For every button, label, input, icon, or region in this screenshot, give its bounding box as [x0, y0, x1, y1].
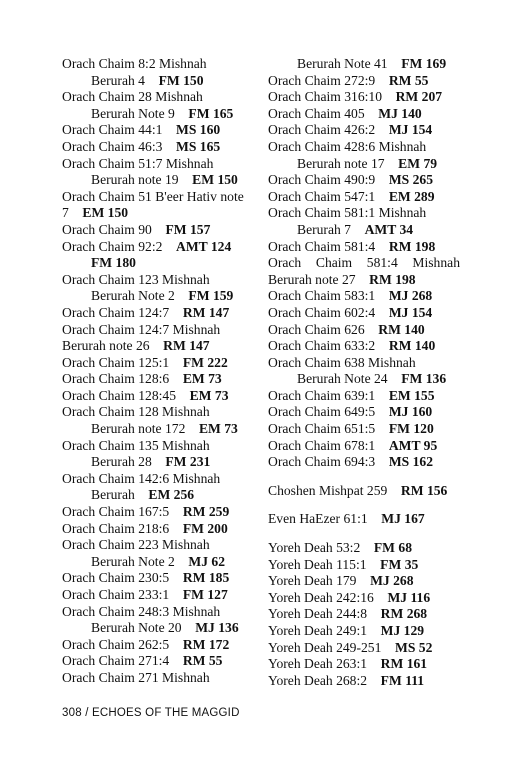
index-entry-line: [62, 471, 260, 488]
index-entry: [62, 570, 260, 587]
index-entry-reference: FM 68: [373, 540, 412, 556]
index-entry-line: [62, 487, 260, 504]
index-entry-line: [62, 288, 260, 305]
index-entry-line: [62, 637, 260, 654]
index-entry: [62, 471, 260, 504]
index-entry-citation: Orach Chaim 651:5: [268, 421, 376, 437]
index-entry-citation: Orach Chaim 223 Mishnah: [62, 537, 210, 553]
index-entry-reference: RM 55: [388, 72, 429, 88]
index-entry-reference: EM 73: [182, 371, 222, 387]
index-entry-line: [62, 504, 260, 521]
index-entry-reference: AMT 95: [388, 437, 438, 453]
index-entry-line: [62, 73, 260, 90]
index-entry-reference: FM 157: [165, 221, 211, 237]
index-entry-line: [62, 338, 260, 355]
index-entry-citation: Berurah note 26: [62, 338, 150, 354]
index-entry-citation: Berurah Note 24: [297, 371, 388, 387]
index-entry-citation: Orach Chaim 633:2: [268, 338, 376, 354]
index-entry-line: [62, 537, 260, 554]
index-entry-line: [268, 388, 460, 405]
index-entry-citation: Berurah 28: [91, 454, 152, 470]
index-entry-reference: MS 162: [388, 454, 433, 470]
index-entry-reference: EM 256: [148, 487, 195, 503]
index-entry-citation: Berurah Note 41: [297, 56, 388, 71]
index-entry-reference: EM 150: [192, 172, 238, 188]
index-entry-line: [62, 139, 260, 156]
index-entry-citation: Orach Chaim 90: [62, 221, 152, 237]
index-entry-reference: RM 140: [378, 321, 425, 337]
index-entry-reference: MJ 160: [388, 404, 433, 420]
index-entry-reference: MJ 129: [380, 623, 425, 638]
running-title: ECHOES OF THE MAGGID: [92, 707, 240, 719]
index-entry: [62, 404, 260, 437]
index-entry-reference: MJ 62: [188, 553, 226, 569]
index-entry: [62, 156, 260, 189]
index-entry-reference: RM 140: [388, 338, 436, 354]
index-entry-citation: Orach Chaim 581:1 Mishnah: [268, 205, 427, 221]
index-entry-citation: Yoreh Deah 179: [268, 573, 357, 589]
index-entry-reference: MJ 268: [388, 288, 433, 304]
index-entry: [268, 573, 460, 590]
index-entry-citation: Yoreh Deah 53:2: [268, 540, 361, 556]
index-entry: [268, 421, 460, 438]
index-entry-line: [268, 222, 460, 239]
footer-separator: /: [85, 707, 89, 719]
index-entry: [268, 239, 460, 256]
index-entry-citation: Orach Chaim 218:6: [62, 520, 170, 536]
index-entry: [268, 172, 460, 189]
index-entry-word: Mishnah: [412, 255, 460, 271]
index-entry-line: [62, 670, 260, 687]
index-entry: [268, 673, 460, 690]
index-entry: [62, 371, 260, 388]
index-entry-reference: MS 52: [395, 639, 433, 655]
index-entry-line: [268, 89, 460, 106]
index-entry-reference: EM 289: [388, 188, 435, 204]
index-entry-citation: Orach Chaim 51 B'eer Hativ note: [62, 188, 244, 204]
index-entry-reference: MJ 268: [370, 573, 414, 589]
index-entry-citation: Orach Chaim 271:4: [62, 653, 170, 669]
index-entry-line: [268, 288, 460, 305]
index-entry: [268, 338, 460, 355]
index-entry-reference: FM 35: [380, 556, 419, 572]
index-entry-citation: Berurah Note 9: [91, 105, 175, 121]
index-entry-reference: FM 222: [182, 354, 228, 370]
index-entry-reference: EM 150: [82, 205, 129, 221]
page-number: 308: [62, 707, 82, 719]
index-entry-reference: EM 73: [189, 387, 229, 403]
index-entry: [268, 454, 460, 471]
index-entry-reference: MS 165: [176, 138, 221, 154]
index-entry-word: Chaim: [315, 255, 353, 271]
index-entry-line: [62, 222, 260, 239]
index-entry-citation: Yoreh Deah 249:1: [268, 623, 368, 638]
index-entry-line: [62, 189, 260, 206]
index-entry-citation: Berurah 7: [297, 221, 351, 237]
index-entry-citation: Yoreh Deah 115:1: [268, 556, 367, 572]
index-entry-citation: Orach Chaim 125:1: [62, 354, 170, 370]
index-entry-citation: Berurah Note 20: [91, 620, 182, 636]
index-entry-line: [62, 388, 260, 405]
index-entry-line: [62, 521, 260, 538]
index-entry-citation: Orach Chaim 92:2: [62, 238, 163, 254]
index-entry: [268, 106, 460, 123]
index-entry-citation: Orach Chaim 583:1: [268, 288, 376, 304]
index-entry-line: [268, 640, 460, 657]
index-entry-reference: FM 127: [182, 587, 228, 602]
index-entry-reference: MJ 140: [378, 105, 422, 121]
index-entry-citation: Orach Chaim 649:5: [268, 404, 376, 420]
index-entry-citation: Orach Chaim 8:2 Mishnah: [62, 56, 207, 71]
index-entry-citation: Orach Chaim 142:6 Mishnah: [62, 470, 221, 486]
index-entry-line: [268, 606, 460, 623]
index-entry-line: [268, 305, 460, 322]
index-entry: [268, 623, 460, 640]
index-entry: [268, 322, 460, 339]
index-entry-citation: Orach Chaim 428:6 Mishnah: [268, 138, 427, 154]
index-entry-line: [268, 483, 460, 500]
index-entry-line: [268, 122, 460, 139]
index-entry: [268, 557, 460, 574]
index-entry-citation: Orach Chaim 44:1: [62, 122, 163, 138]
index-entry-reference: AMT 124: [176, 238, 232, 254]
index-entry-line: [62, 604, 260, 621]
index-entry: [62, 222, 260, 239]
index-entry: [62, 322, 260, 355]
index-entry: [62, 438, 260, 471]
index-entry-line: [268, 511, 460, 528]
index-entry: [268, 511, 460, 528]
index-entry-line: [268, 540, 460, 557]
index-entry-reference: FM 159: [188, 288, 234, 304]
index-entry: [268, 404, 460, 421]
index-entry: [268, 122, 460, 139]
index-entry-citation: Orach Chaim 694:3: [268, 454, 376, 470]
index-entry: [62, 89, 260, 122]
index-entry-reference: RM 259: [182, 504, 230, 520]
index-entry-citation: Orach Chaim 233:1: [62, 587, 170, 602]
index-entry-line: [62, 355, 260, 372]
index-entry-line: [268, 156, 460, 173]
index-entry-citation: Berurah 4: [91, 72, 145, 88]
index-left-column: [62, 56, 260, 687]
index-entry-reference: FM 150: [158, 72, 204, 88]
index-entry-citation: Berurah note 27: [268, 271, 356, 287]
index-entry-line: [62, 371, 260, 388]
index-entry-reference: FM 169: [401, 56, 447, 71]
index-entry-line: [268, 73, 460, 90]
index-entry-citation: Orach Chaim 271 Mishnah: [62, 669, 210, 685]
index-entry-reference: MJ 136: [195, 620, 239, 636]
index-entry-line: [268, 421, 460, 438]
index-entry-reference: FM 136: [401, 371, 447, 387]
index-entry-citation: Orach Chaim 405: [268, 105, 365, 121]
index-entry-citation: Orach Chaim 602:4: [268, 304, 376, 320]
index-entry-reference: FM 180: [91, 255, 136, 271]
index-entry-citation: Berurah note 19: [91, 172, 179, 188]
index-entry-citation: Orach Chaim 128 Mishnah: [62, 404, 210, 420]
index-entry: [268, 590, 460, 607]
index-entry-citation: Orach Chaim 426:2: [268, 122, 376, 138]
index-entry-citation: Yoreh Deah 249-251: [268, 639, 382, 655]
index-entry-citation: Yoreh Deah 263:1: [268, 656, 368, 672]
index-entry-reference: FM 200: [182, 520, 228, 536]
index-entry: [268, 288, 460, 305]
index-entry-line: [268, 255, 460, 272]
index-entry-citation: Orach Chaim 316:10: [268, 89, 383, 105]
index-entry-reference: RM 268: [380, 606, 428, 622]
index-entry-reference: RM 147: [182, 304, 230, 320]
index-entry-reference: MJ 154: [388, 304, 433, 320]
index-entry-reference: RM 147: [163, 338, 210, 354]
index-entry-line: [268, 106, 460, 123]
index-entry-line: [62, 56, 260, 73]
index-entry: [62, 537, 260, 570]
index-entry-citation: Yoreh Deah 268:2: [268, 672, 368, 688]
index-entry-citation: Orach Chaim 28 Mishnah: [62, 89, 203, 105]
index-entry: [268, 89, 460, 106]
index-entry-reference: AMT 34: [364, 221, 414, 237]
index-entry-reference: MS 265: [388, 172, 433, 188]
index-entry: [268, 606, 460, 623]
index-entry-reference: MS 160: [176, 122, 221, 138]
index-entry-line: [268, 371, 460, 388]
index-entry-line: [62, 404, 260, 421]
index-entry-line: [62, 272, 260, 289]
index-entry-citation: Berurah note 172: [91, 421, 186, 437]
index-entry-citation: Choshen Mishpat 259: [268, 482, 388, 498]
index-entry-line: [62, 421, 260, 438]
index-entry: [268, 355, 460, 388]
index-entry-line: [62, 122, 260, 139]
index-entry-line: [268, 272, 460, 289]
index-entry-line: [62, 554, 260, 571]
index-entry-line: [268, 239, 460, 256]
index-entry-reference: RM 207: [395, 89, 443, 105]
index-entry: [62, 355, 260, 372]
index-entry-citation: Berurah Note 2: [91, 288, 175, 304]
index-entry-citation: Orach Chaim 639:1: [268, 387, 376, 403]
index-entry-line: [268, 573, 460, 590]
index-entry-citation: Berurah note 17: [297, 155, 385, 171]
index-entry: [268, 438, 460, 455]
index-entry-line: [268, 189, 460, 206]
index-entry: [62, 521, 260, 538]
index-entry-line: [268, 404, 460, 421]
index-entry-line: [268, 454, 460, 471]
index-entry-line: [268, 656, 460, 673]
index-entry: [62, 189, 260, 222]
index-entry-line: [268, 438, 460, 455]
index-entry-citation: Yoreh Deah 242:16: [268, 589, 374, 605]
index-entry-line: [268, 355, 460, 372]
index-entry-citation: Orach Chaim 128:45: [62, 387, 177, 403]
index-entry: [268, 483, 460, 500]
index-entry-citation: Orach Chaim 51:7 Mishnah: [62, 155, 214, 171]
index-entry-citation: Orach Chaim 124:7 Mishnah: [62, 321, 221, 337]
index-entry-line: [62, 106, 260, 123]
index-entry-reference: MJ 167: [381, 511, 425, 527]
index-entry-line: [62, 653, 260, 670]
index-entry: [62, 56, 260, 89]
index-entry-citation: Orach Chaim 46:3: [62, 138, 163, 154]
index-entry-citation: Even HaEzer 61:1: [268, 511, 368, 527]
index-entry-line: [62, 305, 260, 322]
index-entry-line: [268, 205, 460, 222]
index-entry-line: [62, 620, 260, 637]
index-entry-line: [62, 156, 260, 173]
index-entry-citation: Orach Chaim 547:1: [268, 188, 376, 204]
index-entry-reference: RM 198: [369, 271, 416, 287]
index-entry-line: [268, 590, 460, 607]
index-entry-citation: Orach Chaim 638 Mishnah: [268, 354, 416, 370]
index-entry: [268, 205, 460, 238]
index-entry-line: [62, 239, 260, 256]
index-entry-citation: 7: [62, 205, 69, 221]
index-entry-word: 581:4: [366, 255, 398, 271]
index-entry-reference: RM 156: [400, 482, 448, 498]
index-entry: [62, 653, 260, 670]
index-entry-citation: Orach Chaim 167:5: [62, 504, 170, 520]
index-entry-line: [268, 56, 460, 73]
index-entry-word: Orach: [268, 255, 302, 271]
index-entry-reference: FM 111: [380, 672, 425, 688]
index-entry: [268, 73, 460, 90]
index-entry-citation: Orach Chaim 272:9: [268, 72, 376, 88]
index-entry-reference: EM 73: [198, 421, 238, 437]
index-entry-citation: Orach Chaim 262:5: [62, 636, 170, 652]
index-entry-citation: Orach Chaim 230:5: [62, 570, 170, 586]
index-entry-citation: Orach Chaim 248:3 Mishnah: [62, 603, 221, 619]
index-entry-line: [62, 205, 260, 222]
index-entry-line: [62, 172, 260, 189]
index-entry: [62, 239, 260, 272]
index-entry-line: [268, 139, 460, 156]
index-entry-reference: FM 165: [188, 105, 234, 121]
index-entry: [62, 670, 260, 687]
index-entry: [62, 305, 260, 322]
index-entry: [62, 122, 260, 139]
index-entry-citation: Berurah: [91, 487, 135, 503]
index-entry-line: [268, 673, 460, 690]
index-entry-line: [62, 255, 260, 272]
index-entry-line: [268, 322, 460, 339]
index-entry: [62, 587, 260, 604]
index-entry: [62, 504, 260, 521]
index-entry: [62, 139, 260, 156]
index-entry-reference: RM 185: [182, 570, 230, 586]
index-entry-reference: EM 79: [398, 155, 438, 171]
index-entry-citation: Orach Chaim 128:6: [62, 371, 170, 387]
index-entry: [268, 305, 460, 322]
index-entry-line: [62, 438, 260, 455]
index-entry-line: [62, 587, 260, 604]
index-entry-citation: Yoreh Deah 244:8: [268, 606, 368, 622]
index-entry-citation: Orach Chaim 123 Mishnah: [62, 271, 210, 287]
index-entry-citation: Berurah Note 2: [91, 553, 175, 569]
index-entry-citation: Orach Chaim 135 Mishnah: [62, 437, 210, 453]
index-entry: [268, 56, 460, 73]
index-entry-reference: FM 231: [165, 454, 211, 470]
index-entry-citation: Orach Chaim 581:4: [268, 238, 376, 254]
index-entry-reference: RM 161: [380, 656, 428, 672]
index-entry-reference: MJ 154: [388, 122, 433, 138]
index-entry: [268, 656, 460, 673]
index-entry-line: [268, 623, 460, 640]
index-entry: [268, 640, 460, 657]
index-entry: [62, 272, 260, 305]
index-entry-reference: FM 120: [388, 421, 434, 437]
index-entry-line: [62, 322, 260, 339]
index-entry-reference: RM 172: [182, 636, 230, 652]
index-entry: [62, 388, 260, 405]
index-entry: [268, 189, 460, 206]
index-entry-line: [268, 338, 460, 355]
index-right-column: [268, 56, 460, 689]
index-entry: [62, 604, 260, 637]
index-entry-line: [268, 557, 460, 574]
index-entry-line: [268, 172, 460, 189]
index-entry: [268, 139, 460, 172]
index-entry-citation: Orach Chaim 626: [268, 321, 365, 337]
index-entry-reference: RM 55: [182, 653, 223, 669]
index-entry-reference: EM 155: [388, 387, 435, 403]
index-entry-reference: MJ 116: [387, 589, 431, 605]
index-entry: [268, 255, 460, 288]
index-entry: [62, 637, 260, 654]
index-entry-citation: Orach Chaim 490:9: [268, 172, 376, 188]
index-entry-reference: RM 198: [388, 238, 436, 254]
index-entry-line: [62, 454, 260, 471]
index-entry: [268, 540, 460, 557]
index-entry-citation: Orach Chaim 678:1: [268, 437, 376, 453]
index-entry-citation: Orach Chaim 124:7: [62, 304, 170, 320]
page-footer: [62, 707, 240, 719]
index-entry: [268, 388, 460, 405]
index-entry-line: [62, 570, 260, 587]
index-entry-line: [62, 89, 260, 106]
